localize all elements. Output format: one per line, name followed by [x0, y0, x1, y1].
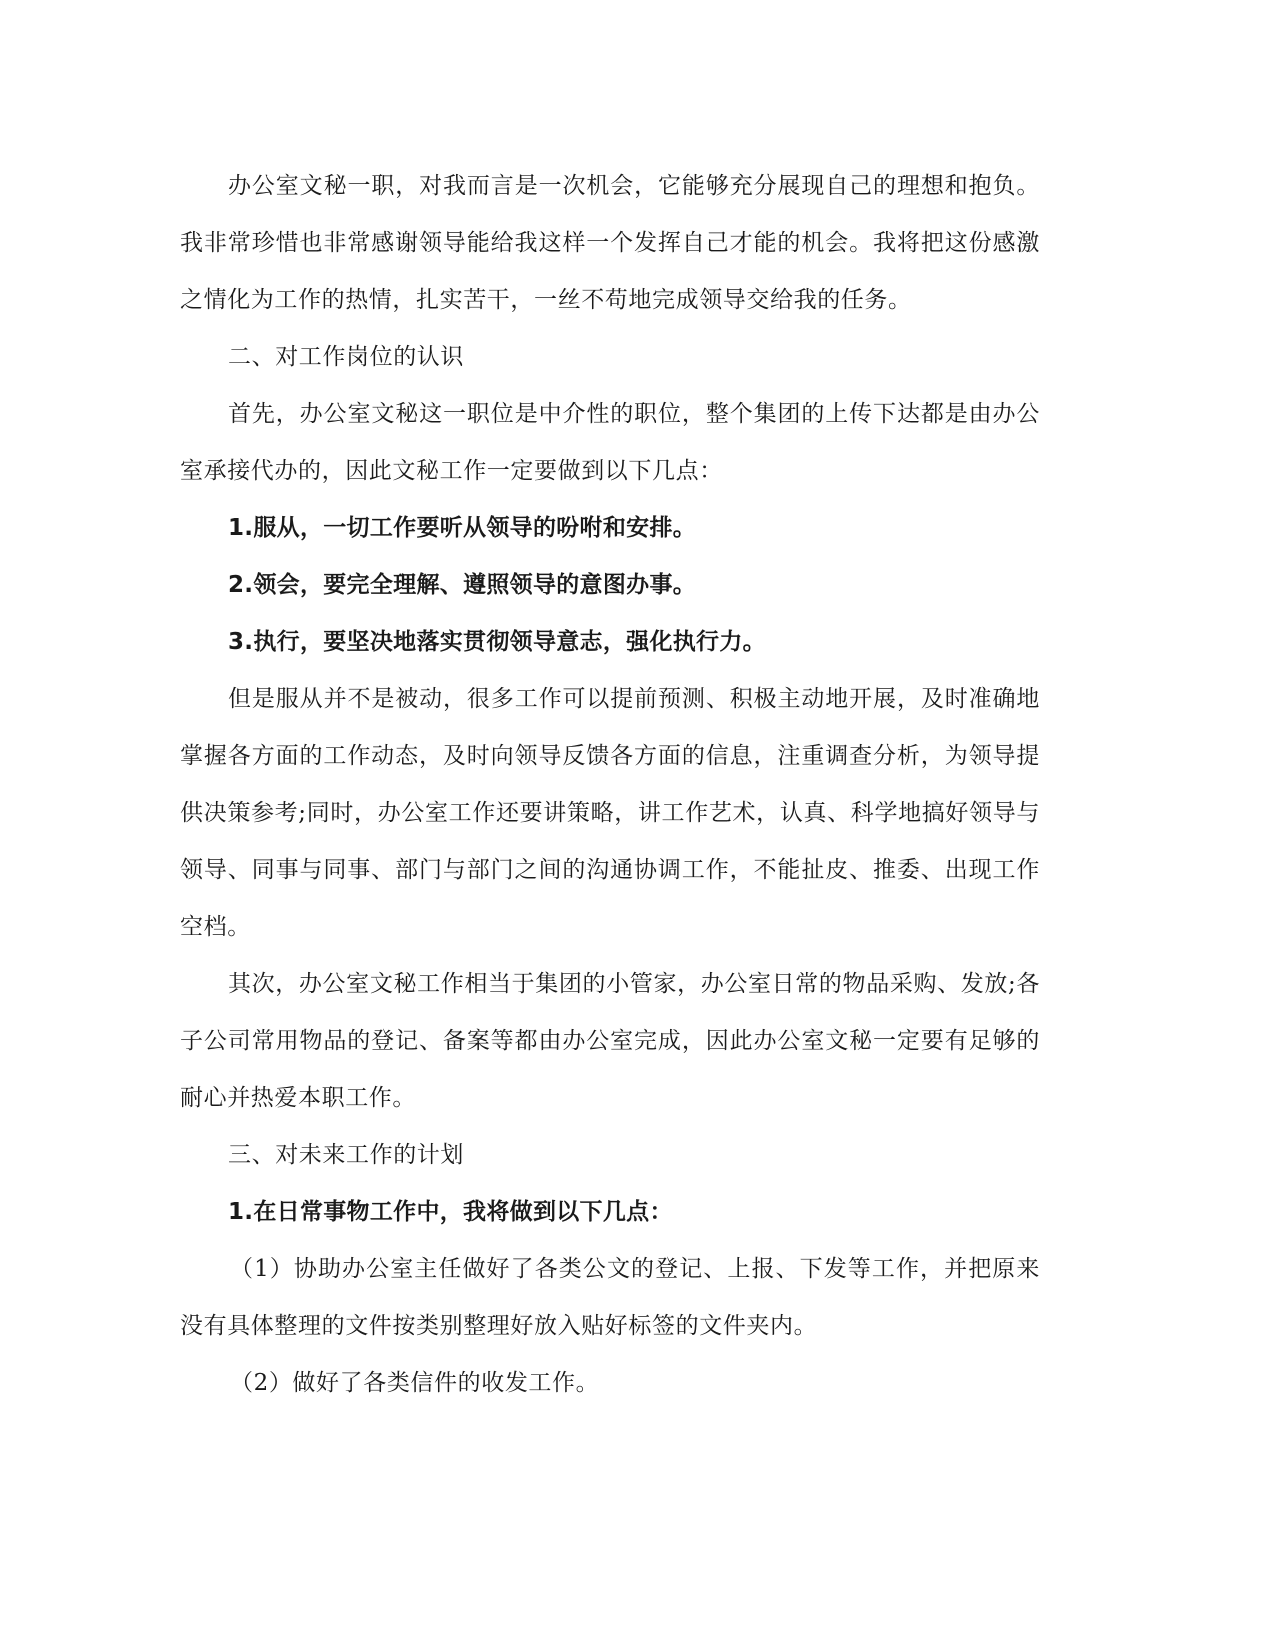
list-item-understand: 2.领会，要完全理解、遵照领导的意图办事。 — [228, 572, 697, 598]
paragraph-first-point: 首先，办公室文秘这一职位是中介性的职位，整个集团的上传下达都是由办公室承接代办的，因此文秘工作一定要做到以下几点： — [180, 401, 1040, 484]
list-item-execute: 3.执行，要坚决地落实贯彻领导意志，强化执行力。 — [228, 629, 766, 655]
sub-item-documents: （1）协助办公室主任做好了各类公文的登记、上报、下发等工作，并把原来没有具体整理的文件按类别整理好放入贴好标签的文件夹内。 — [180, 1256, 1040, 1339]
paragraph-proactive: 但是服从并不是被动，很多工作可以提前预测、积极主动地开展，及时准确地掌握各方面的工作动态，及时向领导反馈各方面的信息，注重调查分析，为领导提供决策参考;同时，办公室工作还要讲策略，讲工作艺术，认真、科学地搞好领导与领导、同事与同事、部门与部门之间的沟通协调工作，不能扯皮、推委、出现工作空档。 — [180, 686, 1040, 940]
sub-item-letters: （2）做好了各类信件的收发工作。 — [230, 1370, 600, 1396]
document-page — [180, 158, 1040, 1412]
section-heading-future-plan: 三、对未来工作的计划 — [228, 1142, 464, 1168]
paragraph-opportunity: 办公室文秘一职，对我而言是一次机会，它能够充分展现自己的理想和抱负。我非常珍惜也非常感谢领导能给我这样一个发挥自己才能的机会。我将把这份感激之情化为工作的热情，扎实苦干，一丝不苟地完成领导交给我的任务。 — [180, 173, 1040, 313]
list-item-daily-work: 1.在日常事物工作中，我将做到以下几点： — [228, 1199, 673, 1225]
paragraph-second-point: 其次，办公室文秘工作相当于集团的小管家，办公室日常的物品采购、发放;各子公司常用物品的登记、备案等都由办公室完成，因此办公室文秘一定要有足够的耐心并热爱本职工作。 — [180, 971, 1040, 1111]
list-item-obey: 1.服从，一切工作要听从领导的吩咐和安排。 — [228, 515, 697, 541]
section-heading-job-understanding: 二、对工作岗位的认识 — [228, 344, 464, 370]
